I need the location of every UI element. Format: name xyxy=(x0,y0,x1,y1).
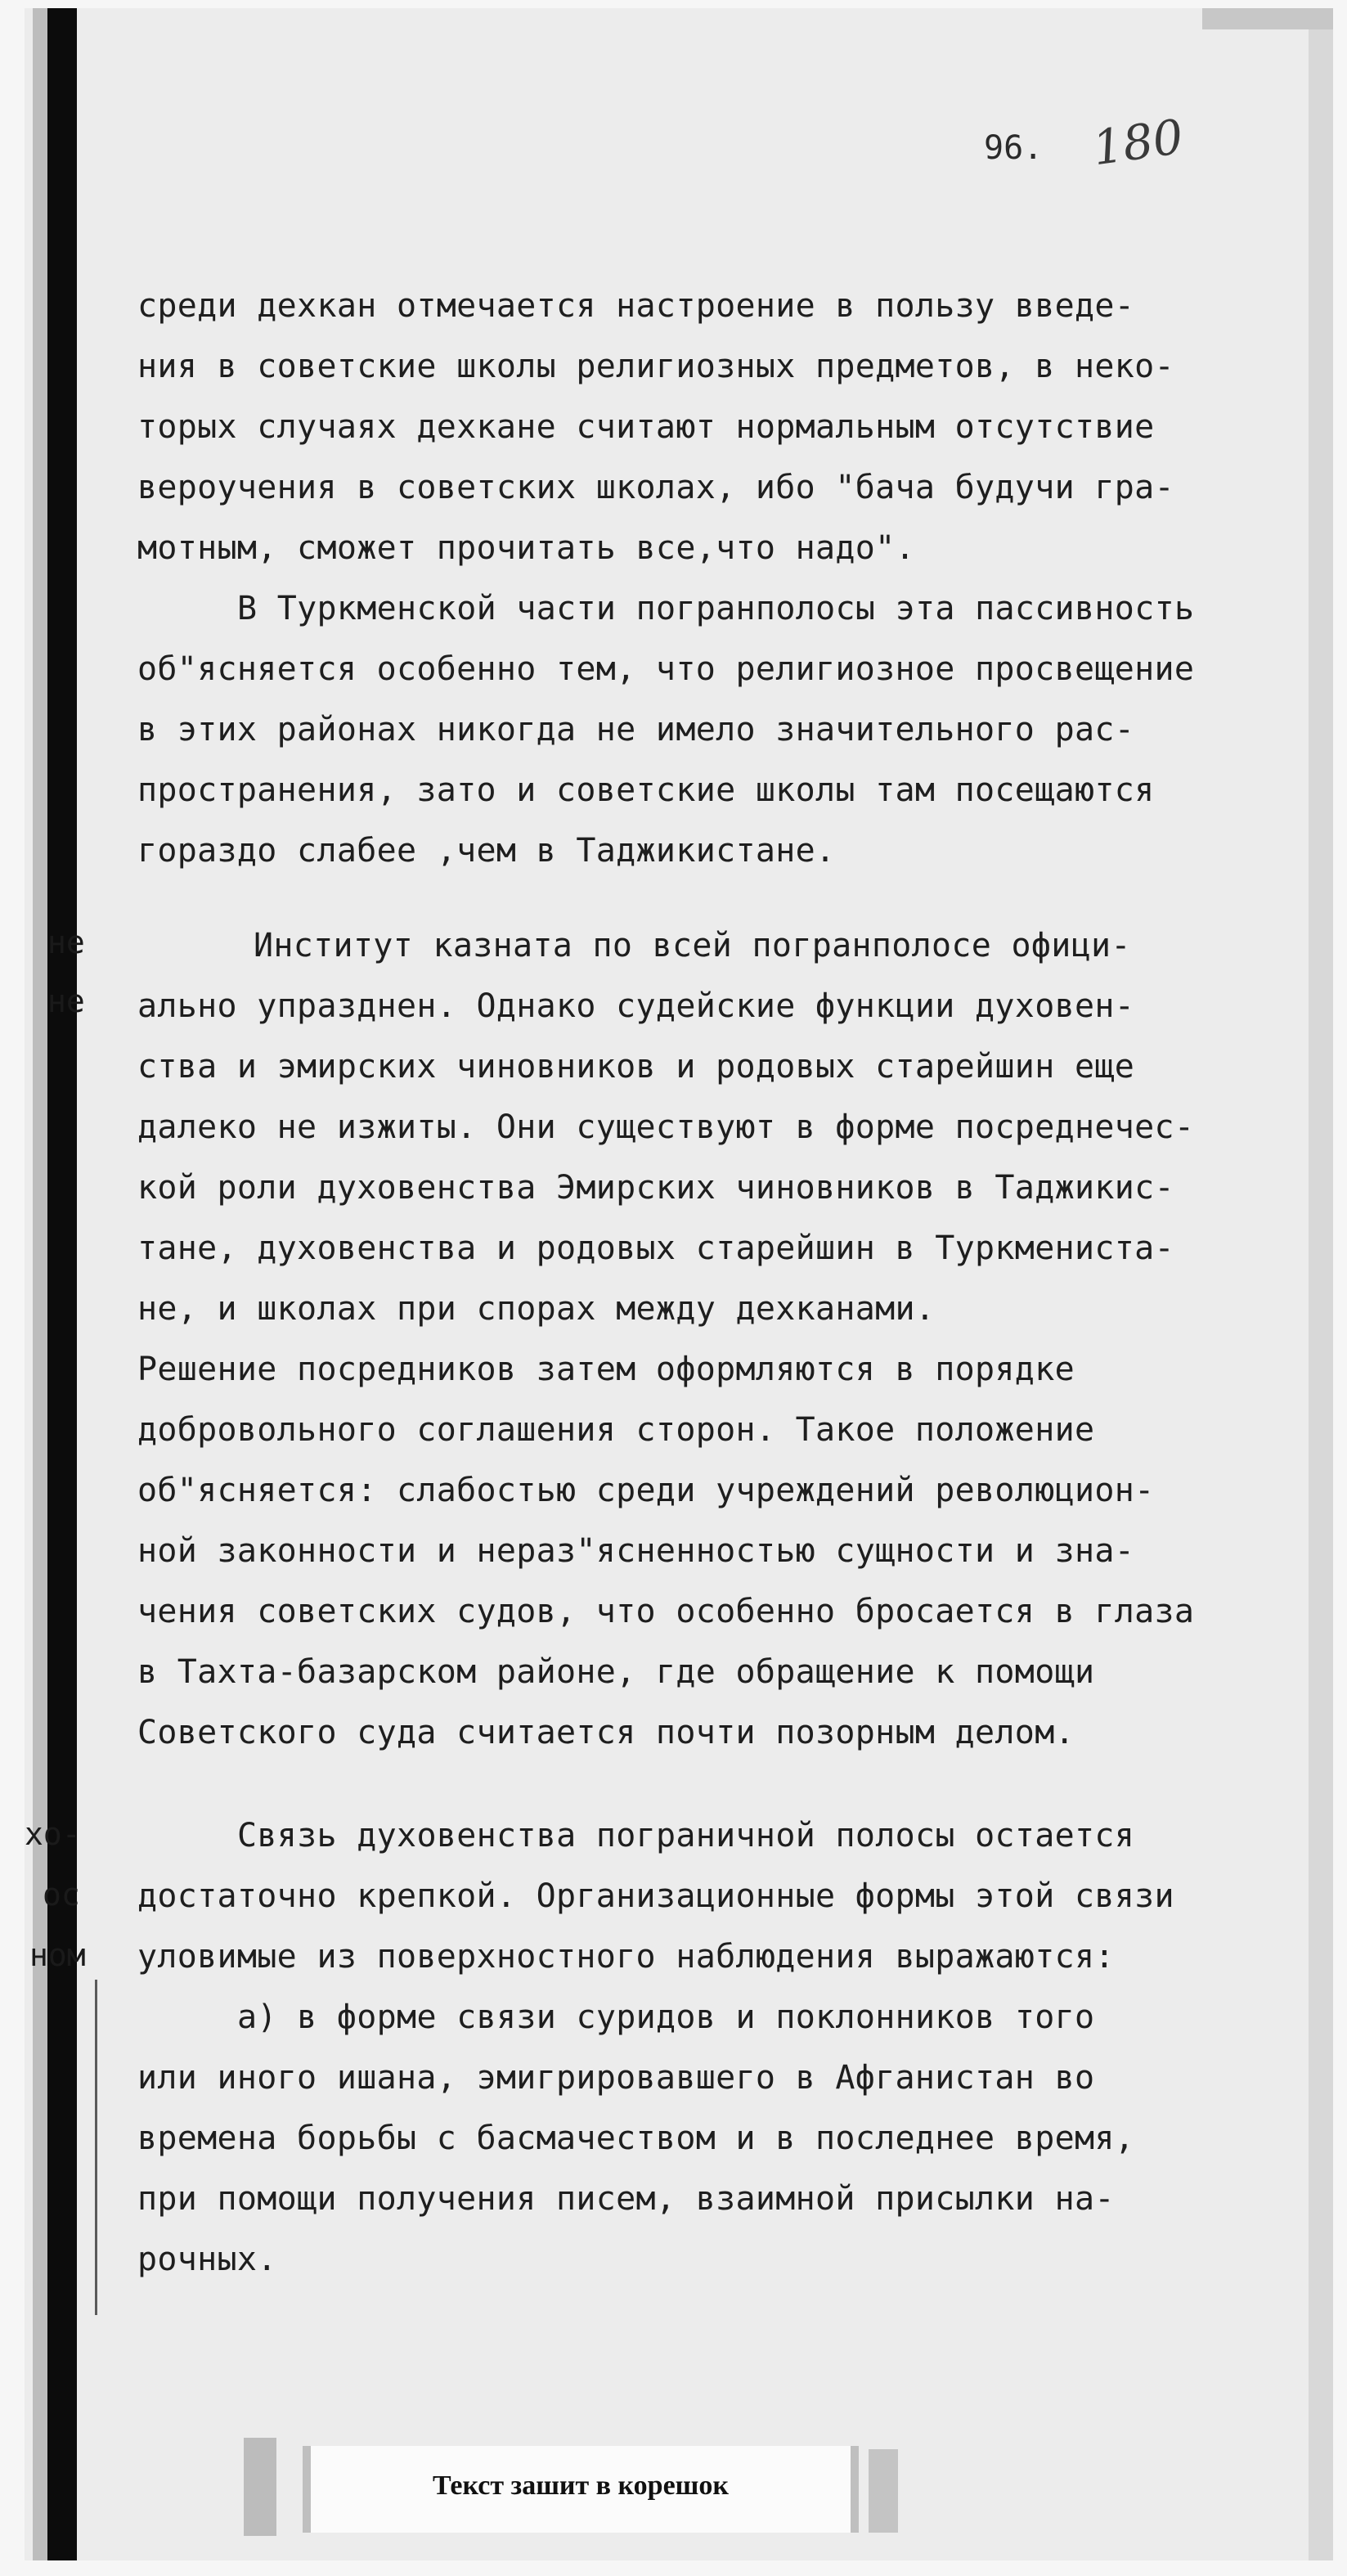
text-line: рочных. xyxy=(137,2241,277,2278)
margin-note: не xyxy=(47,983,85,1019)
margin-note: не xyxy=(47,924,85,960)
text-line: ной законности и нераз"ясненностью сущности и зна- xyxy=(137,1532,1135,1570)
margin-note: ос xyxy=(43,1877,80,1913)
text-line: при помощи получения писем, взаимной присылки на- xyxy=(137,2180,1115,2218)
text-line: об"ясняется: слабостью среди учреждений революцион- xyxy=(137,1472,1155,1509)
text-line: не, и школах при спорах между дехканами. xyxy=(137,1290,936,1328)
text-line: добровольного соглашения сторон. Такое положение xyxy=(137,1411,1095,1449)
text-line: далеко не изжиты. Они существуют в форме посреднечес- xyxy=(137,1108,1195,1146)
text-line: а) в форме связи суридов и поклонников того xyxy=(237,1998,1095,2036)
text-line: времена борьбы с басмачеством и в последнее время, xyxy=(137,2120,1135,2157)
text-line: гораздо слабее ,чем в Таджикистане. xyxy=(137,832,836,870)
margin-note: ном xyxy=(29,1937,86,1973)
text-line: Решение посредников затем оформляются в порядке xyxy=(137,1351,1075,1388)
text-line: вероучения в советских школах, ибо "бача будучи гра- xyxy=(137,469,1174,506)
text-line: ально упразднен. Однако судейские функции духовен- xyxy=(137,987,1135,1025)
text-line: в Тахта-базарском районе, где обращение к помощи xyxy=(137,1653,1095,1691)
stamp-shadow-left xyxy=(244,2438,276,2536)
top-right-stain xyxy=(1202,8,1333,29)
binding-shadow xyxy=(33,8,47,2560)
text-line: уловимые из поверхностного наблюдения выражаются: xyxy=(137,1938,1115,1976)
stamp-shadow-right xyxy=(869,2449,898,2533)
page-number: 96. xyxy=(984,129,1044,167)
text-line: тане, духовенства и родовых старейшин в Туркмениста- xyxy=(137,1230,1174,1267)
binding-edge xyxy=(47,8,77,2560)
text-line: чения советских судов, что особенно бросается в глаза xyxy=(137,1593,1195,1630)
handwritten-archive-number: 180 xyxy=(1089,108,1187,177)
archive-stamp xyxy=(303,2446,859,2533)
text-line: пространения, зато и советские школы там посещаются xyxy=(137,771,1155,809)
text-line: ства и эмирских чиновников и родовых старейшин еще xyxy=(137,1048,1135,1086)
page-right-edge xyxy=(1309,8,1333,2560)
archive-stamp-text: Текст зашит в корешок xyxy=(433,2470,729,2501)
text-line: торых случаях дехкане считают нормальным отсутствие xyxy=(137,408,1155,446)
text-line: Институт казната по всей погранполосе офици- xyxy=(254,927,1131,964)
margin-note: хо- xyxy=(25,1816,81,1852)
text-line: среди дехкан отмечается настроение в пользу введе- xyxy=(137,287,1135,325)
text-line: В Туркменской части погранполосы эта пассивность xyxy=(237,590,1195,627)
text-line: или иного ишана, эмигрировавшего в Афганистан во xyxy=(137,2059,1095,2097)
text-line: Связь духовенства пограничной полосы остается xyxy=(237,1817,1135,1854)
text-line: достаточно крепкой. Организационные формы этой связи xyxy=(137,1877,1174,1915)
text-line: об"ясняется особенно тем, что религиозное просвещение xyxy=(137,650,1195,688)
text-line: кой роли духовенства Эмирских чиновников в Таджикис- xyxy=(137,1169,1174,1207)
text-line: ния в советские школы религиозных предметов, в неко- xyxy=(137,348,1174,385)
margin-vertical-rule xyxy=(95,1980,97,2315)
text-line: Советского суда считается почти позорным делом. xyxy=(137,1714,1075,1751)
text-line: в этих районах никогда не имело значительного рас- xyxy=(137,711,1135,749)
text-line: мотным, сможет прочитать все,что надо". xyxy=(137,529,915,567)
